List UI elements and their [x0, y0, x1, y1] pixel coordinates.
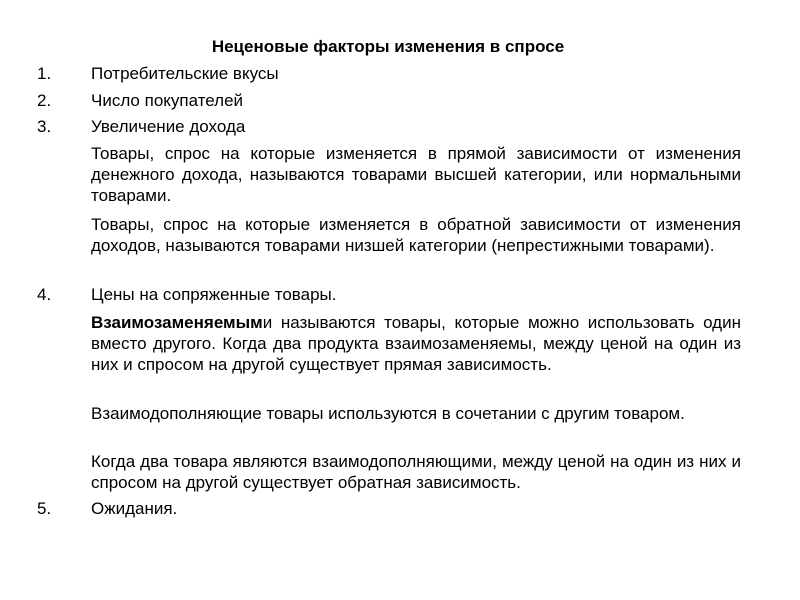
paragraph-inferior-goods: Товары, спрос на которые изменяется в обратной зависимости от изменения доходов, называются товарами низшей категории (непрестижными товарами). — [91, 215, 741, 255]
list-number: 4. — [37, 285, 52, 304]
list-number: 5. — [37, 499, 52, 518]
list-number: 2. — [37, 91, 52, 110]
list-number: 3. — [37, 117, 52, 136]
list-label: Потребительские вкусы — [91, 64, 279, 83]
list-item-5 — [37, 498, 177, 520]
list-item-4 — [37, 284, 337, 306]
slide-title: Неценовые факторы изменения в спросе — [211, 37, 565, 56]
list-item-2 — [37, 90, 243, 112]
list-item-3 — [37, 116, 245, 138]
paragraph-complements-relation: Когда два товара являются взаимодополняющими, между ценой на один из них и спросом на другой существует обратная зависимость. — [91, 452, 741, 492]
list-label: Цены на сопряженные товары. — [91, 285, 337, 304]
substitutes-definition: и называются товары, которые можно использовать один вместо другого. Когда два продукта взаимозаменяемы, между ценой на один из них и спросом на другой существует прямая зависимость. — [91, 313, 741, 374]
paragraph-normal-goods: Товары, спрос на которые изменяется в прямой зависимости от изменения денежного дохода, называются товарами высшей категории, или нормальными товарами. — [91, 144, 741, 205]
paragraph-substitutes — [91, 312, 741, 375]
list-item-1 — [37, 63, 279, 85]
substitutes-term: Взаимозаменяемым — [91, 313, 263, 332]
list-label: Увеличение дохода — [91, 117, 246, 136]
paragraph-complements: Взаимодополняющие товары используются в сочетании с другим товаром. — [91, 404, 685, 423]
list-label: Число покупателей — [91, 91, 244, 110]
list-number: 1. — [37, 64, 52, 83]
list-label: Ожидания. — [91, 499, 178, 518]
